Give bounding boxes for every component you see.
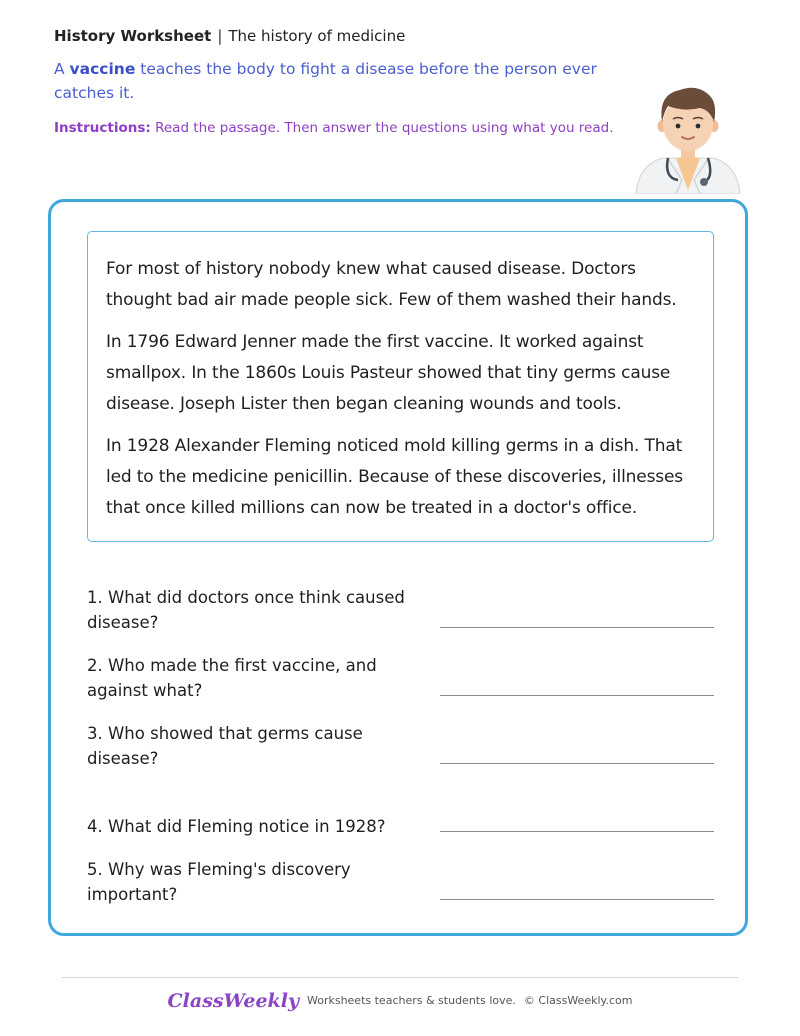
definition-rest: teaches the body to fight a disease before the person ever catches it. (54, 60, 597, 102)
doctor-icon (632, 82, 744, 194)
answer-line-2[interactable] (440, 695, 714, 696)
instructions (54, 117, 614, 139)
worksheet-label: History Worksheet (54, 27, 212, 45)
passage-paragraph: In 1796 Edward Jenner made the first vaccine. It worked against smallpox. In the 1860s Louis Pasteur showed that tiny germs cause disease. Joseph Lister then began cleaning wounds and tools. (106, 332, 671, 414)
instructions-label: Instructions: (54, 120, 151, 136)
brand-logo[interactable]: ClassWeekly (167, 990, 299, 1012)
instructions-text: Read the passage. Then answer the questions using what you read. (150, 120, 614, 136)
reading-passage (87, 231, 714, 542)
question-5: 5. Why was Fleming's discovery important? (87, 860, 351, 904)
definition-prefix: A (54, 60, 70, 78)
footer (0, 987, 800, 1015)
footer-divider (62, 977, 738, 978)
vaccine-definition (54, 57, 614, 105)
question-2: 2. Who made the first vaccine, and against what? (87, 656, 377, 700)
question-1: 1. What did doctors once think caused disease? (87, 588, 405, 632)
definition-term: vaccine (69, 60, 136, 78)
title-separator: | (217, 27, 223, 45)
title-line (54, 26, 614, 46)
footer-tagline: Worksheets teachers & students love. (306, 994, 516, 1007)
worksheet-topic: The history of medicine (228, 27, 406, 45)
answer-line-3[interactable] (440, 763, 714, 764)
passage-paragraph: For most of history nobody knew what caused disease. Doctors thought bad air made people sick. Few of them washed their hands. (106, 259, 677, 310)
worksheet-header (54, 26, 614, 139)
footer-copyright: © ClassWeekly.com (523, 994, 633, 1007)
question-3: 3. Who showed that germs cause disease? (87, 724, 363, 768)
answer-line-1[interactable] (440, 627, 714, 628)
passage-paragraph: In 1928 Alexander Fleming noticed mold killing germs in a dish. That led to the medicine penicillin. Because of these discoveries, illnesses that once killed millions can now be treated in a doctor's office. (106, 436, 684, 518)
answer-line-4[interactable] (440, 831, 714, 832)
question-4: 4. What did Fleming notice in 1928? (87, 817, 386, 836)
answer-line-5[interactable] (440, 899, 714, 900)
